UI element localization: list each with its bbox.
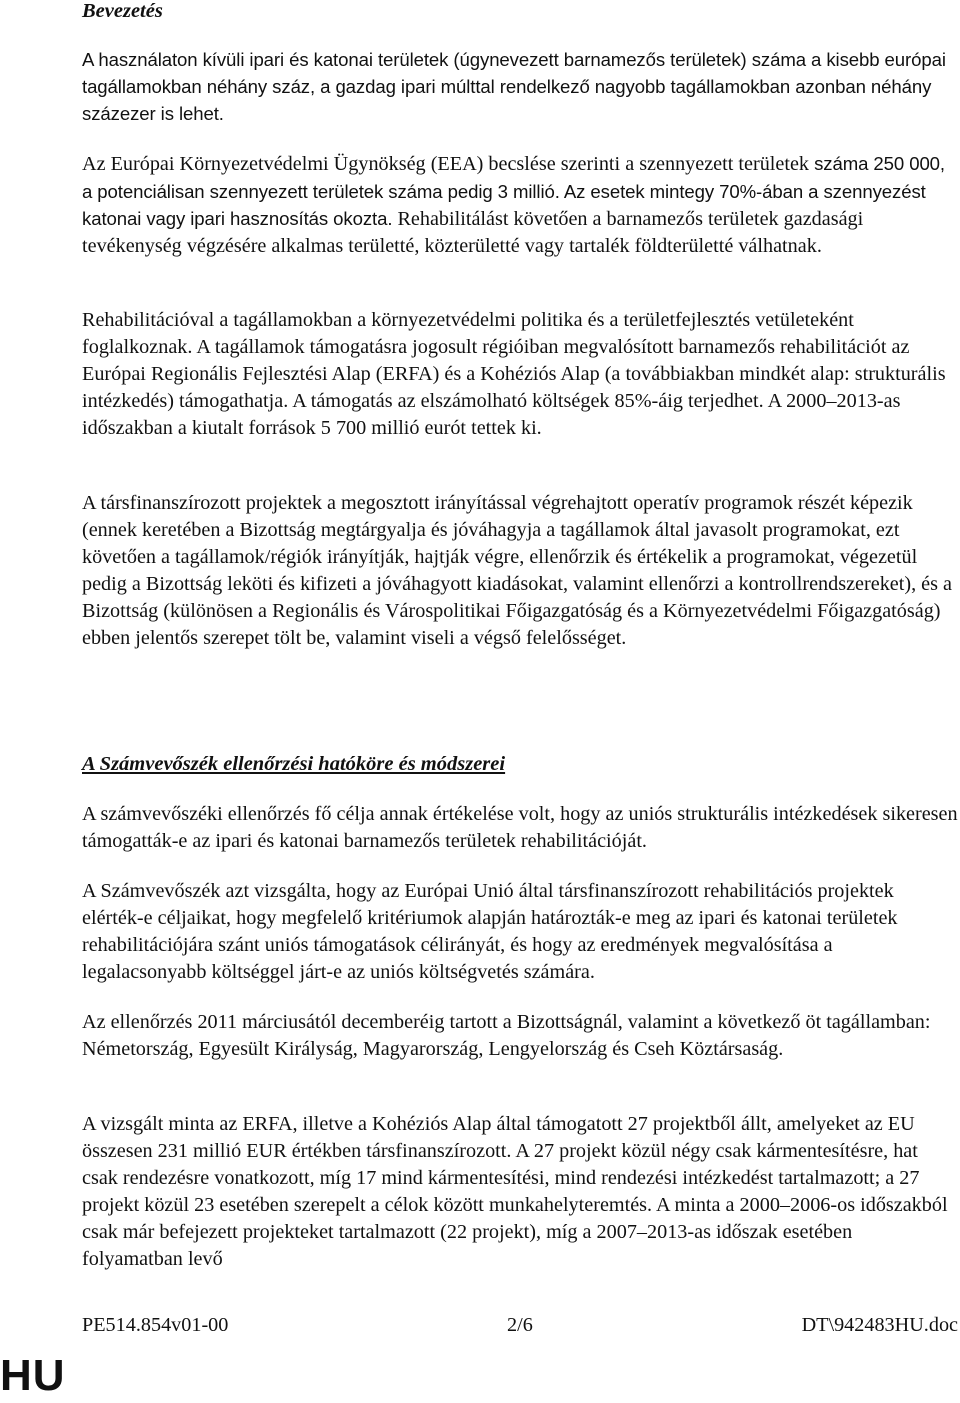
paragraph-intro-2 <box>82 150 958 260</box>
paragraph-scope-4: A vizsgált minta az ERFA, illetve a Kohéziós Alap által támogatott 27 projektből állt, amelyeket az EU összesen 231 millió EUR értékben társfinanszírozott. A 27 projekt közül négy csak kármentesítésre, hat csak rendezésre vonatkozott, míg 17 mind kármentesítési, mind rendezési intézkedést tartalmazott; a 27 projekt közül 23 esetében szerepelt a célok között munkahelyteremtés. A minta a 2000–2006-os időszakból csak már befejezett projekteket tartalmazott (22 projekt), míg a 2007–2013-as időszak esetében folyamatban levő <box>82 1113 948 1270</box>
paragraph-intro-1: A használaton kívüli ipari és katonai területek (úgynevezett barnamezős területek) száma a kisebb európai tagállamokban néhány száz, a gazdag ipari múlttal rendelkező nagyobb tagállamokban azonban néhány százezer is lehet. <box>82 49 946 124</box>
paragraph-intro-3: Rehabilitációval a tagállamokban a környezetvédelmi politika és a területfejlesztés vetületeként foglalkoznak. A tagállamok támogatásra jogosult régióiban megvalósított barnamezős rehabilitációt az Európai Regionális Fejlesztési Alap (ERFA) és a Kohéziós Alap (a továbbiakban mindkét alap: strukturális intézkedés) támogathatja. A támogatás az elszámolható költségek 85%-áig terjedhet. A 2000–2013-as időszakban a kiutalt források 5 700 millió eurót tettek ki. <box>82 309 946 439</box>
language-code: HU <box>0 1351 66 1400</box>
section-heading-scope: A Számvevőszék ellenőrzési hatóköre és módszerei <box>82 753 506 775</box>
paragraph-intro-2-part-c: Rehabilitálást követően a barnamezős területek gazdasági tevékenység végzésére alkalmas területté, közterületté vagy tartalék földterületté válhatnak. <box>82 208 864 257</box>
footer-page-number: 2/6 <box>507 1314 533 1336</box>
paragraph-intro-2-part-a: Az Európai Környezetvédelmi Ügynökség (EEA) becslése szerinti a szennyezett területek <box>82 153 815 175</box>
footer-doc-ref: PE514.854v01-00 <box>82 1314 229 1336</box>
paragraph-intro-2-part-b: száma 250 000, a potenciálisan szennyezett területek száma pedig 3 millió. Az esetek mintegy 70%-ában a szennyezést katonai vagy ipari hasznosítás okozta. <box>82 153 945 229</box>
paragraph-scope-1: A számvevőszéki ellenőrzés fő célja annak értékelése volt, hogy az uniós strukturális intézkedések sikeresen támogatták-e az ipari és katonai barnamezős területek rehabilitációját. <box>82 803 958 852</box>
section-heading-intro: Bevezetés <box>82 0 163 22</box>
paragraph-intro-4: A társfinanszírozott projektek a megosztott irányítással végrehajtott operatív programok részét képezik (ennek keretében a Bizottság megtárgyalja és jóváhagyja a tagállamok által javasolt programokat, ezt követően a tagállamok/régiók irányítják, hajtják végre, ellenőrzik és értékelik a programokat, végezetül pedig a Bizottság leköti és kifizeti a jóváhagyott kiadásokat, valamint ellenőrzi a kontrollrendszereket), és a Bizottság (különösen a Regionális és Várospolitikai Főigazgatóság és a Környezetvédelmi Főigazgatóság) ebben jelentős szerepet tölt be, valamint viseli a végső felelősséget. <box>82 492 953 649</box>
footer-file-name: DT\942483HU.doc <box>801 1314 958 1336</box>
paragraph-scope-3: Az ellenőrzés 2011 márciusától decemberéig tartott a Bizottságnál, valamint a következő öt tagállamban: Németország, Egyesült Királyság, Magyarország, Lengyelország és Cseh Köztársaság. <box>82 1011 931 1060</box>
paragraph-scope-2: A Számvevőszék azt vizsgálta, hogy az Európai Unió által társfinanszírozott rehabilitációs projektek elérték-e céljaikat, hogy megfelelő kritériumok alapján határozták-e meg az ipari és katonai területek rehabilitációjára szánt uniós támogatások célirányát, és hogy az eredmények megvalósítása a legalacsonyabb költséggel járt-e az uniós költségvetés számára. <box>82 880 898 983</box>
